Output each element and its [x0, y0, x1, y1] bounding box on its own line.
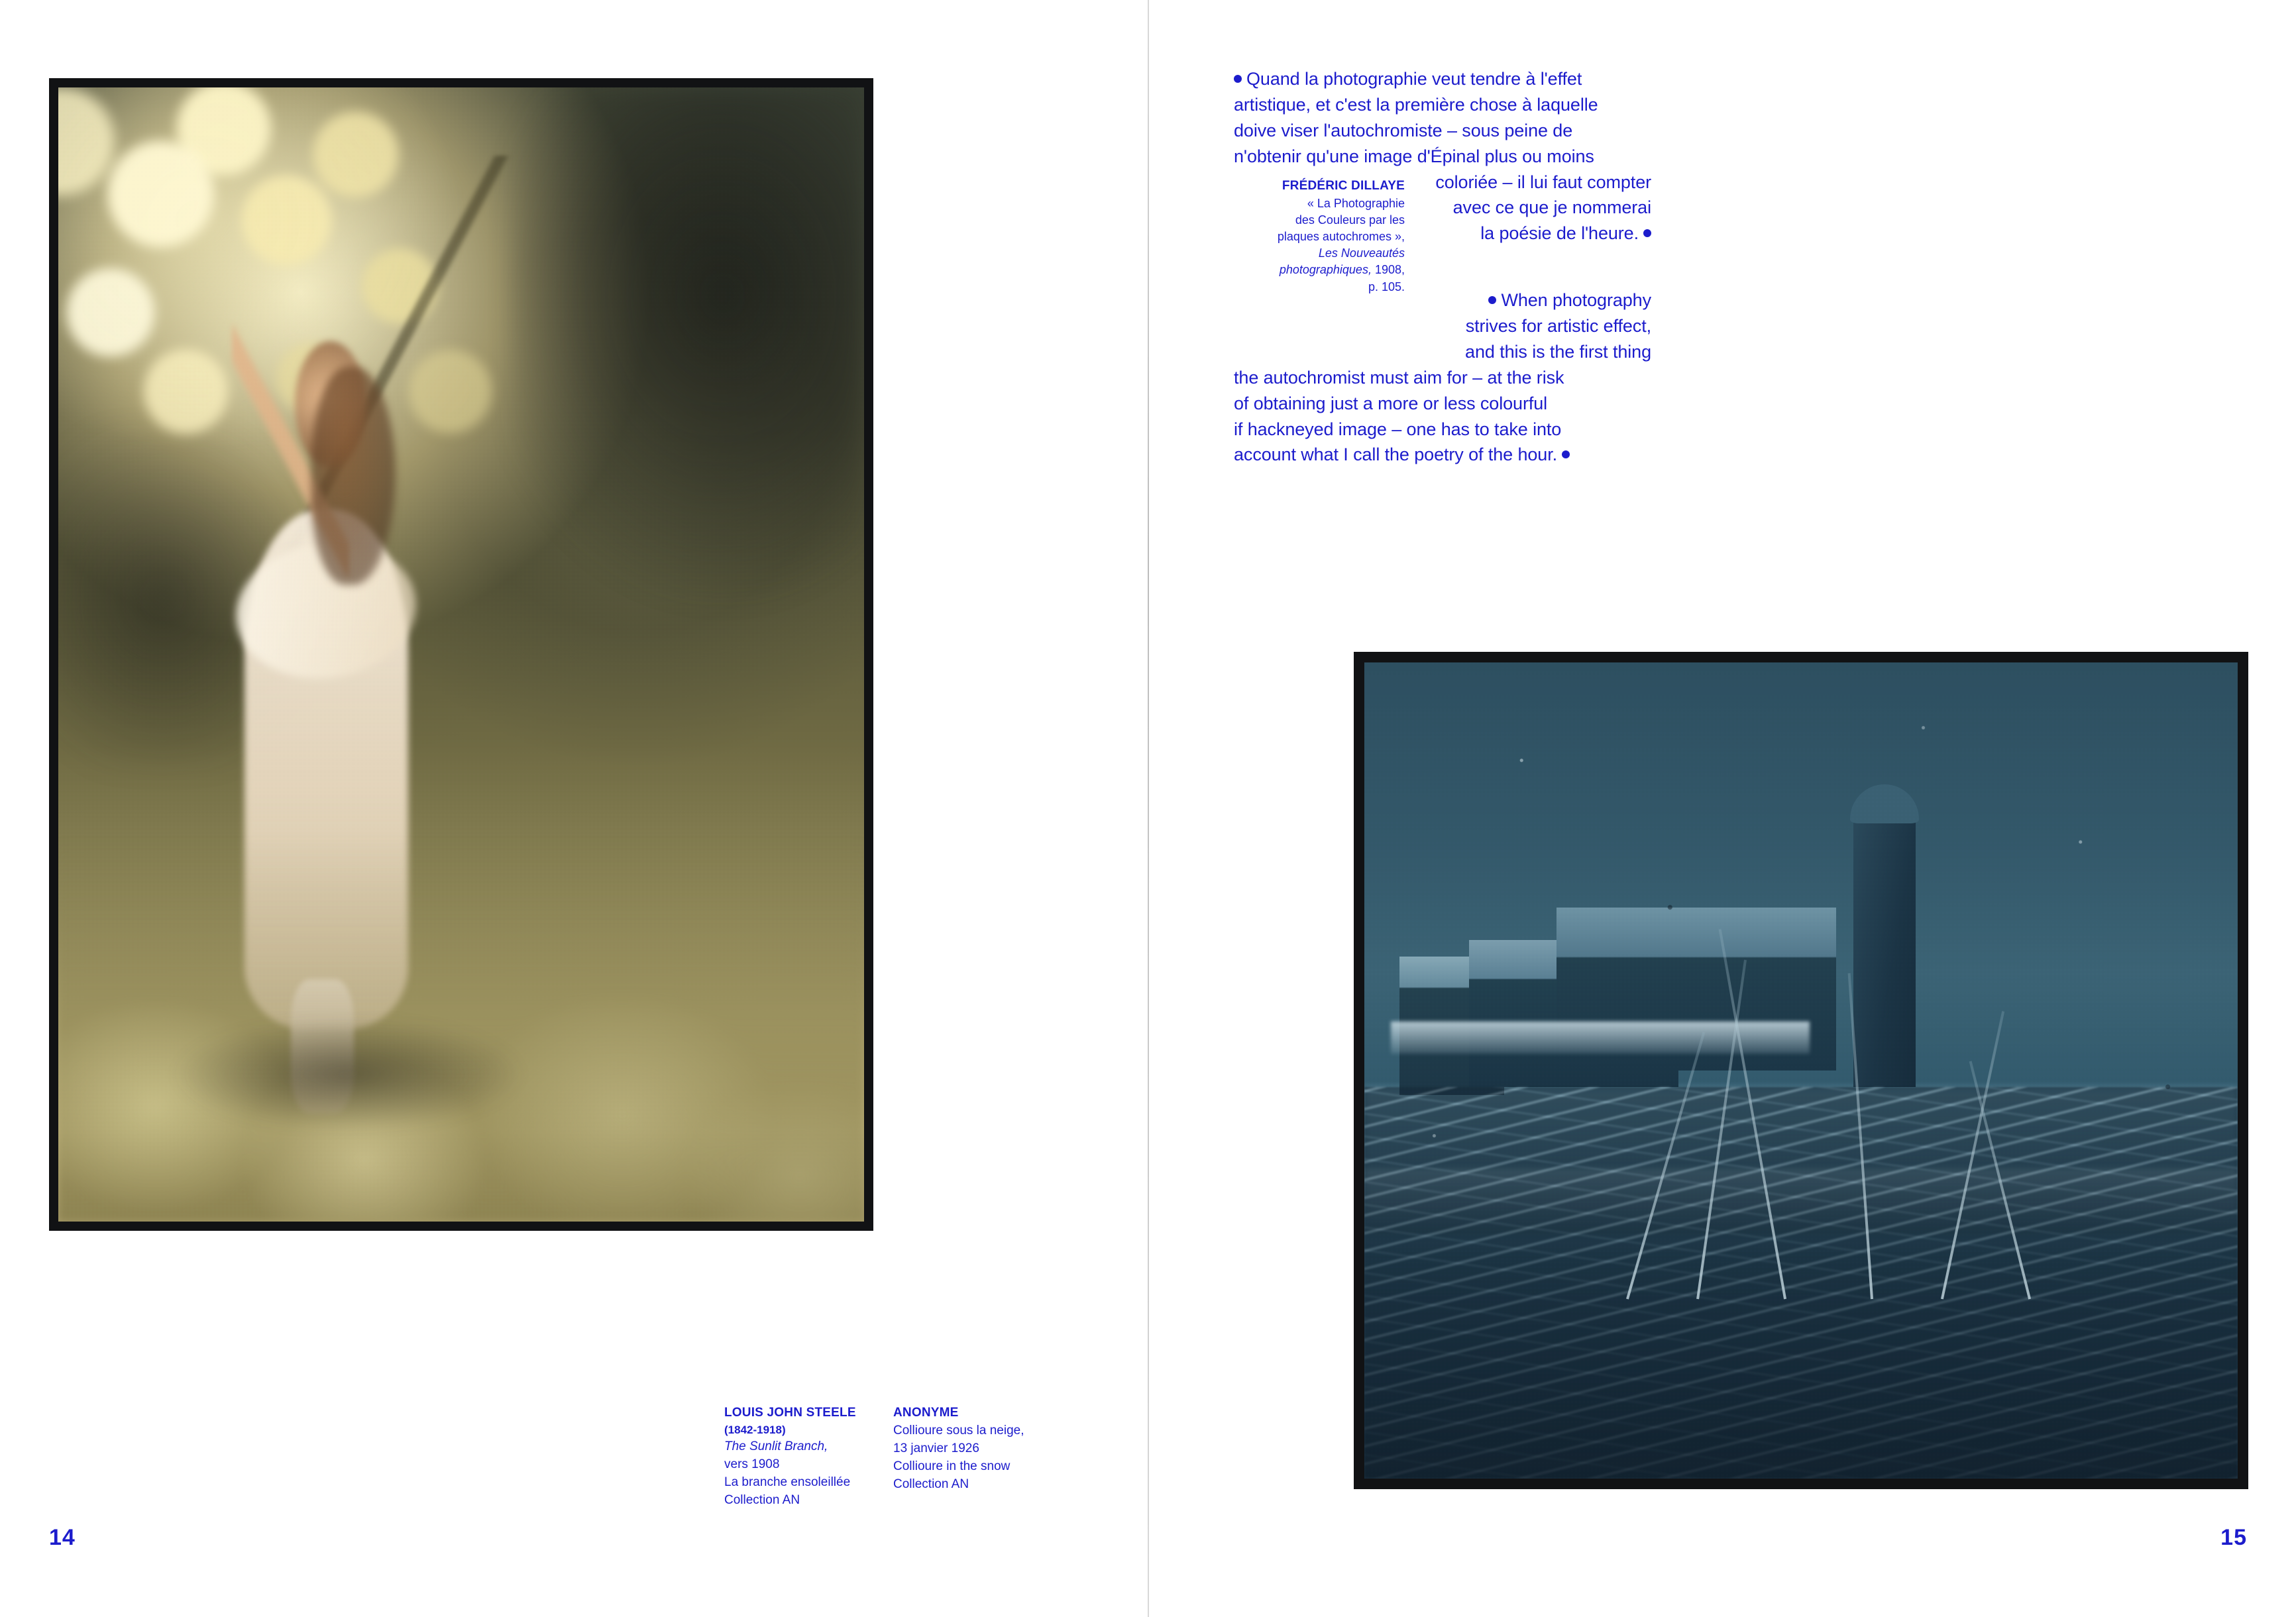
caption-left-plate — [724, 1404, 883, 1510]
quote-line: doive viser l'autochromiste – sous peine de — [1234, 120, 1573, 140]
source-publication-line-2: photographiques, — [1279, 263, 1372, 277]
quote-line: When photography — [1501, 290, 1651, 311]
quote-line: if hackneyed image – one has to take into — [1234, 419, 1562, 439]
bullet-icon — [1234, 75, 1242, 83]
caption-translated-title: La branche ensoleillée — [724, 1475, 851, 1490]
page-gutter — [1148, 0, 1149, 1617]
quote-line: the autochromist must aim for – at the risk — [1234, 367, 1564, 388]
caption-translated-title: Collioure in the snow — [893, 1459, 1011, 1473]
quote-line: account what I call the poetry of the hour. — [1234, 444, 1558, 465]
source-line: des Couleurs par les — [1295, 213, 1405, 227]
caption-right-plate — [893, 1404, 1052, 1494]
photograph-plate-sunlit-branch — [49, 78, 873, 1231]
bullet-icon — [1643, 229, 1651, 237]
quote-line: coloriée – il lui faut compter — [1435, 172, 1651, 192]
autochrome-image-collioure-snow — [1364, 662, 2238, 1479]
quote-line: artistique, et c'est la première chose à laquelle — [1234, 94, 1598, 115]
quote-line: avec ce que je nommerai — [1452, 197, 1651, 218]
photograph-plate-collioure-snow — [1354, 652, 2248, 1489]
quote-line: la poésie de l'heure. — [1480, 223, 1639, 244]
caption-author: ANONYME — [893, 1406, 959, 1420]
page-number-left: 14 — [49, 1525, 76, 1550]
source-page: p. 105. — [1368, 280, 1405, 293]
quote-line: Quand la photographie veut tendre à l'effet — [1246, 69, 1582, 89]
caption-date: vers 1908 — [724, 1457, 780, 1472]
quote-line: of obtaining just a more or less colourful — [1234, 393, 1548, 413]
page-number-right: 15 — [2220, 1525, 2247, 1550]
caption-title: Collioure sous la neige, — [893, 1423, 1024, 1437]
image-film-grain — [1364, 662, 2238, 1479]
caption-collection: Collection AN — [893, 1477, 969, 1491]
caption-author: LOUIS JOHN STEELE — [724, 1406, 856, 1420]
quote-english — [1234, 287, 1651, 468]
bullet-icon — [1562, 450, 1570, 458]
quote-line: strives for artistic effect, — [1465, 316, 1651, 336]
bullet-icon — [1488, 296, 1496, 304]
quote-line: and this is the first thing — [1465, 341, 1651, 362]
source-publication-line-1: Les Nouveautés — [1318, 246, 1405, 260]
source-line: « La Photographie — [1307, 196, 1405, 210]
caption-author-dates: (1842-1918) — [724, 1423, 786, 1436]
source-line: plaques autochromes », — [1277, 229, 1405, 243]
caption-collection: Collection AN — [724, 1493, 800, 1507]
image-film-grain — [58, 87, 864, 1222]
source-publication-year: 1908, — [1371, 263, 1405, 277]
quote-line: n'obtenir qu'une image d'Épinal plus ou moins — [1234, 146, 1594, 166]
source-author: FRÉDÉRIC DILLAYE — [1282, 179, 1405, 193]
quote-source-credit — [1234, 178, 1405, 295]
caption-title: The Sunlit Branch, — [724, 1439, 828, 1454]
caption-date: 13 janvier 1926 — [893, 1441, 979, 1455]
autochrome-image-sunlit-branch — [58, 87, 864, 1222]
